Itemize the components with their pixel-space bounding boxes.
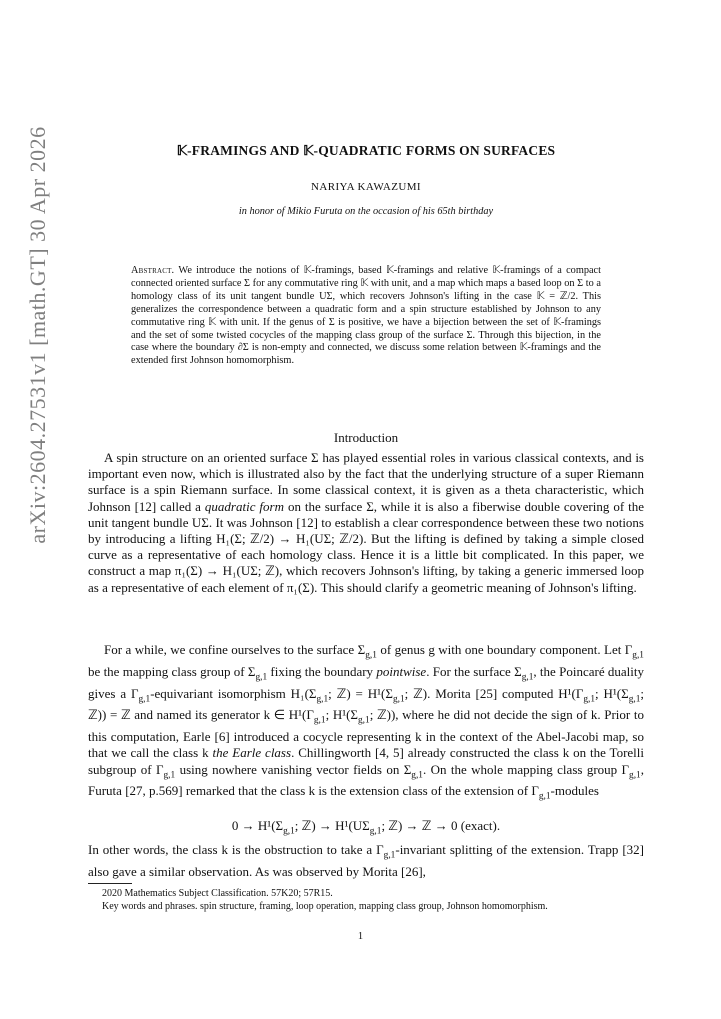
- para2-text-1: For a while, we confine ourselves to the surface $\Sigma_{g,1}$ of genus g with one boundary component. Let $\Gamma_{g,1}$ be the mapping class group of $\Sigma_{g,1}$ fixing the boundary: [88, 642, 644, 683]
- para1-emphasis-quadratic-form: quadratic form: [204, 498, 284, 514]
- footnotes: [88, 888, 644, 913]
- abstract-heading: Abstract.: [131, 265, 175, 276]
- intro-paragraph-2: [88, 642, 644, 805]
- para2-text-2: . For the surface $\Sigma_{g,1}$, the Poincaré duality gives a $\Gamma_{g,1}$-equivariant isomorphism $H_1(\Sigma_{g,1}$; ℤ) = $H^1(\Sigma_{g,1}$; ℤ). Morita [25] computed $H^1(\Gamma_{g,1}$; $H^1(\Sigma_{g,1}$; ℤ)) = ℤ and named its generator k ∈ $H^1(\Gamma_{g,1}$; $H^1(\Sigma_{g,1}$; ℤ)), where he did not decide the sign of k. Prior to this computation, Earle [6] introduced a cocycle representing k in the context of the Abel-Jacobi map, so that we call the class k: [88, 663, 645, 761]
- footnote-keywords: Key words and phrases. spin structure, framing, loop operation, mapping class group, Johnson homomorphism.: [102, 900, 548, 912]
- para1-text-2: on the surface Σ, while it is also a fiberwise double covering of the unit tangent bundle UΣ. It was Johnson [12] to establish a clear correspondence between these two notions by introducing a lifting H₁(Σ; ℤ/2) → H₁(UΣ; ℤ/2). But the lifting is defined by taking a simple closed curve as a representative of each homology class. Hence it is a little bit complicated. In this paper, we construct a map π₁(Σ) → H₁(UΣ; ℤ), which recovers Johnson's lifting, by taking a generic immersed loop as a representative of each element of π₁(Σ). This should clarify a geometric meaning of Johnson's lifting.: [88, 498, 644, 595]
- intro-paragraph-1: [88, 450, 644, 596]
- footnote-rule: [88, 883, 132, 884]
- abstract: [131, 265, 601, 368]
- para2-emphasis-pointwise: pointwise: [376, 663, 427, 679]
- arxiv-side-stamp: arXiv:2604.27531v1 [math.GT] 30 Apr 2026: [25, 126, 50, 544]
- abstract-text: We introduce the notions of 𝕂-framings, based 𝕂-framings and relative 𝕂-framings of a compact connected oriented surface Σ for any commutative ring 𝕂 with unit, and a map which maps a based loop on Σ to a homology class of its unit tangent bundle UΣ, which recovers Johnson's lifting in the case 𝕂 = ℤ/2. This generalizes the correspondence between a quadratic form and a spin structure established by Johnson to any commutative ring 𝕂 with unit. If the genus of Σ is positive, we have a bijection between the set of 𝕂-framings and the set of some twisted cocycles of the mapping class group of the surface Σ. Through this bijection, in the case where the boundary ∂Σ is non-empty and connected, we discuss some relation between 𝕂-framings and the extended first Johnson homomorphism.: [131, 265, 601, 367]
- paper-title: 𝕂-FRAMINGS AND 𝕂-QUADRATIC FORMS ON SURFACES: [176, 143, 556, 158]
- intro-paragraph-3: In other words, the class k is the obstruction to take a $\Gamma_{g,1}$-invariant splitting of the extension. Trapp [32] also gave a similar observation. As was observed by Morita [26],: [88, 842, 644, 879]
- para2-text-3: . Chillingworth [4, 5] already constructed the class k on the Torelli subgroup of $\Gamma_{g,1}$ using nowhere vanishing vector fields on $\Sigma_{g,1}$. On the whole mapping class group $\Gamma_{g,1}$, Furuta [27, p.569] remarked that the class k is the extension class of the extension of $\Gamma_{g,1}$-modules: [88, 745, 645, 802]
- para2-emphasis-earle-class: the Earle class: [212, 745, 292, 761]
- section-title-introduction: Introduction: [333, 430, 399, 445]
- exact-sequence-equation: $0 \to H^1(\Sigma_{g,1}$; ℤ) → $H^1(U\Sigma_{g,1}$; ℤ) → ℤ → 0 (exact).: [231, 818, 501, 837]
- dedication: in honor of Mikio Furuta on the occasion of his 65th birthday: [238, 206, 494, 217]
- footnote-msc: 2020 Mathematics Subject Classification. 57K20; 57R15.: [102, 888, 333, 899]
- para1-text-1: A spin structure on an oriented surface Σ has played essential roles in various classical contexts, and is important even now, which is illustrated also by the fact that the underlying structure of a super Riemann surface is a spin Riemann surface. In some classical context, it is given as a theta characteristic, which Johnson [12] called a: [88, 450, 644, 514]
- author-name: NARIYA KAWAZUMI: [311, 181, 421, 193]
- page-number: 1: [357, 931, 364, 942]
